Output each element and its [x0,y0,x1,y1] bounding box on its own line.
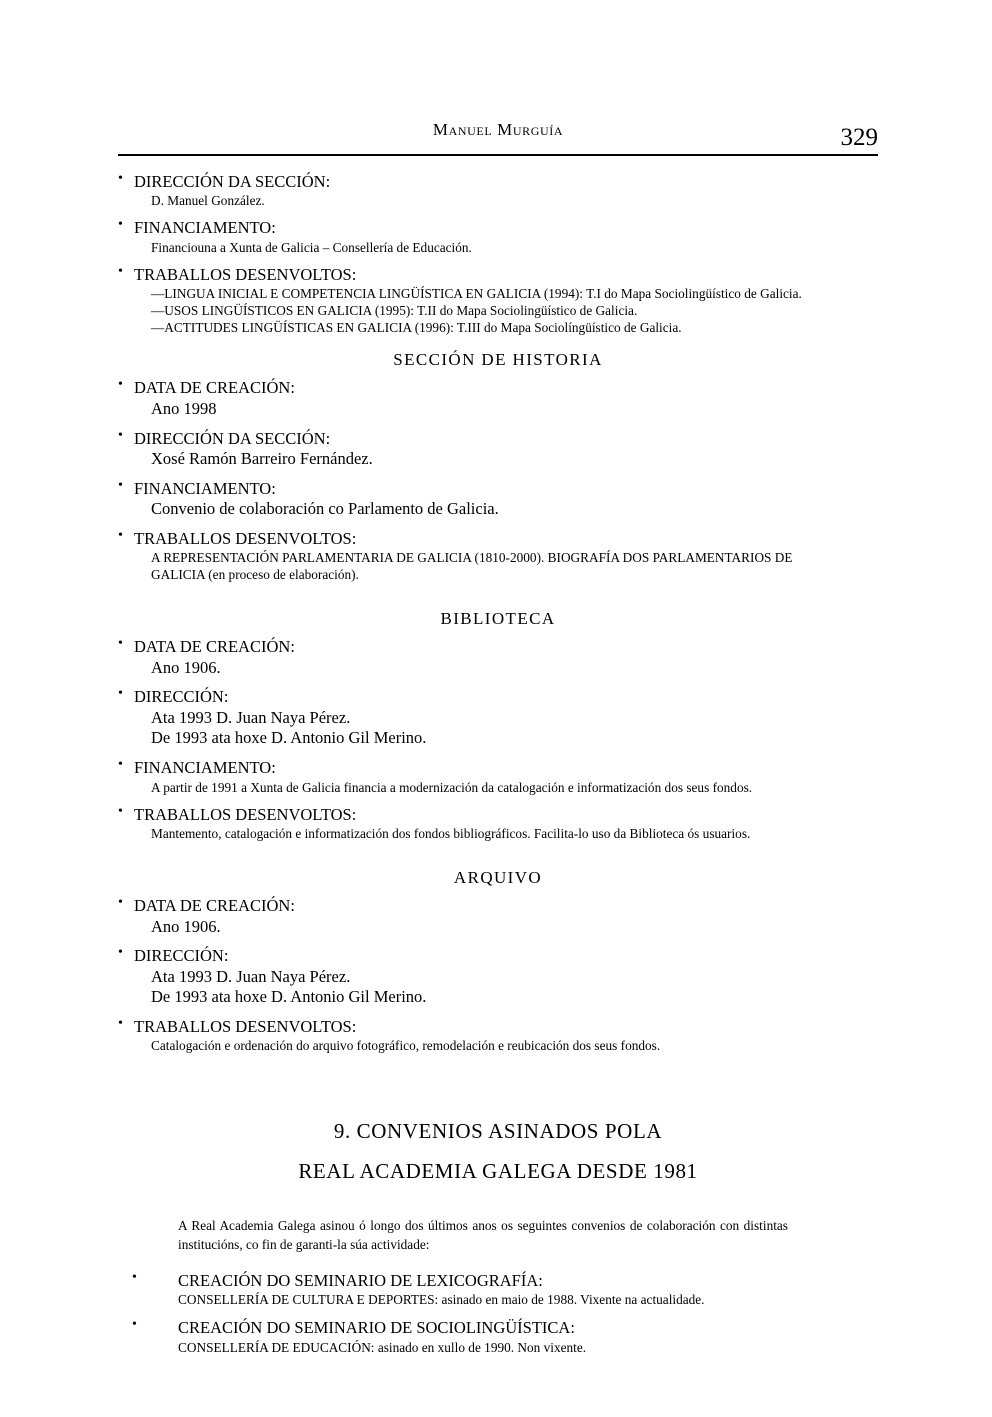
item-body [118,399,878,420]
item-line: Financiouna a Xunta de Galicia – Consellería de Educación. [151,239,472,255]
item-label: • CREACIÓN DO SEMINARIO DE SOCIOLINGÜÍSTICA: [118,1318,878,1338]
header-rule [118,154,878,156]
list-item [118,637,878,678]
item-label: • DATA DE CREACIÓN: [118,896,878,915]
list-item [118,896,878,937]
item-body [118,825,878,842]
item-body [118,779,878,796]
item-body [118,708,878,749]
item-line: Xosé Ramón Barreiro Fernández. [151,449,373,469]
item-label: • FINANCIAMENTO: [118,218,878,237]
item-line: Ano 1906. [151,657,221,677]
item-body [118,239,878,256]
item-line: Ata 1993 D. Juan Naya Pérez. [151,966,351,986]
item-label: • CREACIÓN DO SEMINARIO DE LEXICOGRAFÍA: [118,1271,878,1291]
item-body [118,499,878,520]
item-line: —USOS LINGÜÍSTICOS EN GALICIA (1995): T.II do Mapa Sociolingüístico de Galicia. [151,303,638,319]
item-label: • DATA DE CREACIÓN: [118,378,878,397]
chapter-title-line1: 9. CONVENIOS ASINADOS POLA [333,1119,663,1144]
list-item [118,479,878,520]
item-label: • TRABALLOS DESENVOLTOS: [118,529,878,548]
list-item [118,218,878,255]
item-body [118,549,878,583]
item-body: CONSELLERÍA DE CULTURA E DEPORTES: asinado en maio de 1988. Vixente na actualidade. [178,1292,705,1308]
list-item [118,378,878,419]
item-line: A REPRESENTACIÓN PARLAMENTARIA DE GALICIA (1810-2000). BIOGRAFÍA DOS PARLAMENTARIOS DE [151,550,793,566]
list-item [118,529,878,584]
item-body: CONSELLERÍA DE EDUCACIÓN: asinado en xullo de 1990. Non vixente. [178,1339,587,1355]
item-line: D. Manuel González. [151,193,265,209]
list-historia [118,378,878,583]
item-line: Ata 1993 D. Juan Naya Pérez. [151,707,351,727]
item-label: • DIRECCIÓN DA SECCIÓN: [118,172,878,191]
item-body [118,1037,878,1054]
item-line: Ano 1998 [151,398,217,418]
item-line: De 1993 ata hoxe D. Antonio Gil Merino. [151,987,427,1007]
section-heading-historia: SECCIÓN DE HISTORIA [393,350,603,370]
chapter-intro: A Real Academia Galega asinou ó longo dos últimos anos os seguintes convenios de colaboración con distintas institucións, co fin de garanti-la súa actividade: [178,1218,788,1253]
section-heading-arquivo: ARQUIVO [453,868,543,888]
item-line: Ano 1906. [151,916,221,936]
running-header-title: Manuel Murguía [432,120,564,139]
chapter-title-line2: REAL ACADEMIA GALEGA DESDE 1981 [298,1159,698,1184]
item-line: A partir de 1991 a Xunta de Galicia financia a modernización da catalogación e informatización dos seus fondos. [151,779,753,795]
item-line: GALICIA (en proceso de elaboración). [151,567,359,583]
item-label: • TRABALLOS DESENVOLTOS: [118,265,878,284]
item-label: • DATA DE CREACIÓN: [118,637,878,656]
item-body [118,917,878,938]
list-top [118,172,878,336]
item-line: Mantemento, catalogación e informatización dos fondos bibliográficos. Facilita-lo uso da Biblioteca ós usuarios. [151,826,751,842]
list-item [118,1017,878,1054]
item-body [118,192,878,209]
item-label: • TRABALLOS DESENVOLTOS: [118,805,878,824]
running-header [118,120,878,150]
item-body [118,658,878,679]
item-label: • DIRECCIÓN: [118,946,878,965]
list-convenios [118,1271,878,1356]
list-item [118,758,878,795]
item-line: De 1993 ata hoxe D. Antonio Gil Merino. [151,728,427,748]
section-heading-biblioteca: BIBLIOTECA [440,609,556,629]
item-line: Catalogación e ordenación do arquivo fotográfico, remodelación e reubicación dos seus fondos. [151,1038,661,1054]
item-line: —ACTITUDES LINGÜÍSTICAS EN GALICIA (1996): T.III do Mapa Sociolíngüístico de Galicia. [151,320,682,336]
page-content [118,120,878,1365]
item-line: Convenio de colaboración co Parlamento de Galicia. [151,499,499,519]
item-body [118,967,878,1008]
list-item [118,172,878,209]
list-item [118,805,878,842]
list-item [118,946,878,1008]
list-item [118,265,878,337]
item-label: • TRABALLOS DESENVOLTOS: [118,1017,878,1036]
list-item [118,429,878,470]
list-biblioteca [118,637,878,842]
item-body [118,449,878,470]
page-number: 329 [840,124,878,151]
list-item [118,1271,878,1309]
item-label: • DIRECCIÓN DA SECCIÓN: [118,429,878,448]
item-line: —LINGUA INICIAL E COMPETENCIA LINGÜÍSTICA EN GALICIA (1994): T.I do Mapa Sociolingüístico de Galicia. [151,286,802,302]
list-item [118,687,878,749]
chapter-title [118,1112,878,1192]
item-label: • DIRECCIÓN: [118,687,878,706]
list-arquivo [118,896,878,1054]
item-label: • FINANCIAMENTO: [118,479,878,498]
list-item [118,1318,878,1356]
item-label: • FINANCIAMENTO: [118,758,878,777]
item-body [118,285,878,336]
